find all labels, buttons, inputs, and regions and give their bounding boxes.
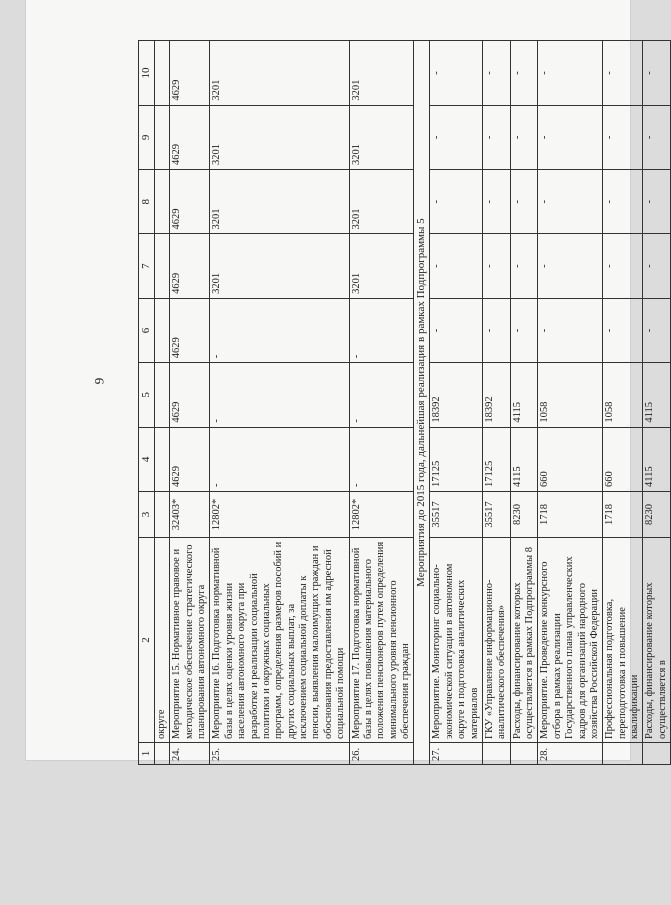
value-cell: 18392 [482,363,510,427]
value-cell: - [482,298,510,362]
row-number: 26. [349,743,414,765]
value-cell: 4629 [170,41,210,105]
value-cell: 1718 [538,492,603,538]
row-description: Расходы, финансирование которых осуществляется в [643,538,671,743]
table-row [154,41,169,765]
value-cell: 4629 [170,105,210,169]
value-cell: 35517 [430,492,483,538]
document-page [26,0,668,761]
value-cell: - [643,105,671,169]
section-row [414,41,430,765]
value-cell: - [603,298,643,362]
table-row [170,41,210,765]
row-description: Мероприятие. Мониторинг социально-экономической ситуации в автономном округе и подготовка аналитических материалов [430,538,483,743]
value-cell: - [349,427,414,491]
value-cell [154,363,169,427]
value-cell: - [349,298,414,362]
value-cell: - [538,298,603,362]
value-cell: 35517 [482,492,510,538]
value-cell: 4115 [643,427,671,491]
value-cell [154,492,169,538]
value-cell: 3201 [349,234,414,298]
value-cell: 4629 [170,234,210,298]
value-cell: 3201 [210,105,349,169]
value-cell: - [538,170,603,234]
value-cell: - [482,105,510,169]
header-cell: 9 [139,105,155,169]
value-cell: 12802* [210,492,349,538]
value-cell: - [643,170,671,234]
header-cell: 6 [139,298,155,362]
value-cell: - [510,170,538,234]
header-cell: 5 [139,363,155,427]
value-cell: - [510,298,538,362]
value-cell: - [482,41,510,105]
value-cell: - [603,234,643,298]
header-cell: 10 [139,41,155,105]
row-description: Профессиональная подготовка, переподготовка и повышение квалификации [603,538,643,743]
row-number: 25. [210,743,349,765]
value-cell: - [643,234,671,298]
row-number [603,743,643,765]
value-cell: - [538,234,603,298]
value-cell: 1718 [603,492,643,538]
value-cell: 17125 [430,427,483,491]
value-cell: - [510,41,538,105]
value-cell: - [510,234,538,298]
value-cell: - [603,105,643,169]
value-cell: 3201 [349,170,414,234]
row-number [154,743,169,765]
value-cell: 4629 [170,170,210,234]
header-cell: 1 [139,743,155,765]
value-cell: - [510,105,538,169]
value-cell: - [643,41,671,105]
table-row [643,41,671,765]
value-cell: - [538,41,603,105]
table-row [482,41,510,765]
rotated-table-wrapper [138,45,668,765]
page-number: 9 [91,377,107,385]
row-number: 24. [170,743,210,765]
value-cell: - [430,41,483,105]
value-cell: 4629 [170,298,210,362]
value-cell: - [430,105,483,169]
table-header-row [139,41,155,765]
row-description: Мероприятие 17. Подготовка нормативной базы в целях повышения материального положения пенсионеров путем определения минимального уровня пенсионного обеспечения граждан [349,538,414,743]
value-cell: - [430,234,483,298]
value-cell [154,105,169,169]
value-cell: - [482,234,510,298]
header-cell: 2 [139,538,155,743]
row-description: Мероприятие 15. Нормативное правовое и методическое обеспечение стратегического планирования автономного округа [170,538,210,743]
value-cell: - [210,427,349,491]
row-description: ГКУ «Управление информационно-аналитического обеспечения» [482,538,510,743]
header-cell: 8 [139,170,155,234]
value-cell: 1058 [538,363,603,427]
value-cell: - [430,298,483,362]
value-cell: - [210,363,349,427]
row-description: Мероприятие 16. Подготовка нормативной базы в целях оценки уровня жизни населения автономного округа при разработке и реализации социальной политики и окружных социальных программ, определения размеров пособий и других социальных выплат, за исключением социальной доплаты к пенсии, выявления малоимущих граждан и обоснования предоставления им адресной социальной помощи [210,538,349,743]
value-cell: 8230 [510,492,538,538]
row-number [510,743,538,765]
value-cell: 4115 [510,427,538,491]
row-description: Мероприятие. Проведение конкурсного отбора в рамках реализации Государственного плана управленческих кадров для организаций народного хозяйства Российской Федерации [538,538,603,743]
value-cell: 1058 [603,363,643,427]
row-number: 28. [538,743,603,765]
header-cell: 4 [139,427,155,491]
value-cell: 4629 [170,427,210,491]
header-cell: 3 [139,492,155,538]
value-cell: - [210,298,349,362]
value-cell: 3201 [349,105,414,169]
value-cell: 18392 [430,363,483,427]
value-cell: 4115 [510,363,538,427]
value-cell: 4629 [170,363,210,427]
header-cell: 7 [139,234,155,298]
value-cell [154,298,169,362]
value-cell: 3201 [210,234,349,298]
table-row [210,41,349,765]
value-cell [154,41,169,105]
value-cell: 3201 [349,41,414,105]
value-cell: 3201 [210,41,349,105]
program-table [138,40,671,765]
table-row [349,41,414,765]
value-cell: - [643,298,671,362]
table-row [430,41,483,765]
row-number [643,743,671,765]
row-number: 27. [430,743,483,765]
row-number [482,743,510,765]
value-cell: - [603,170,643,234]
value-cell [154,234,169,298]
value-cell: 660 [603,427,643,491]
table-row [538,41,603,765]
value-cell: 4115 [643,363,671,427]
section-title: Мероприятия до 2015 года, дальнейшая реализация в рамках Подпрограммы 5 [414,41,430,765]
value-cell [154,170,169,234]
value-cell: - [538,105,603,169]
value-cell: 12802* [349,492,414,538]
table-row [510,41,538,765]
value-cell: - [482,170,510,234]
table-row [603,41,643,765]
value-cell: - [603,41,643,105]
value-cell: - [349,363,414,427]
row-description: округе [154,538,169,743]
row-description: Расходы, финансирование которых осуществляется в рамках Подпрограммы 8 [510,538,538,743]
value-cell: 3201 [210,170,349,234]
value-cell: 660 [538,427,603,491]
value-cell [154,427,169,491]
value-cell: 32403* [170,492,210,538]
value-cell: 17125 [482,427,510,491]
value-cell: - [430,170,483,234]
value-cell: 8230 [643,492,671,538]
